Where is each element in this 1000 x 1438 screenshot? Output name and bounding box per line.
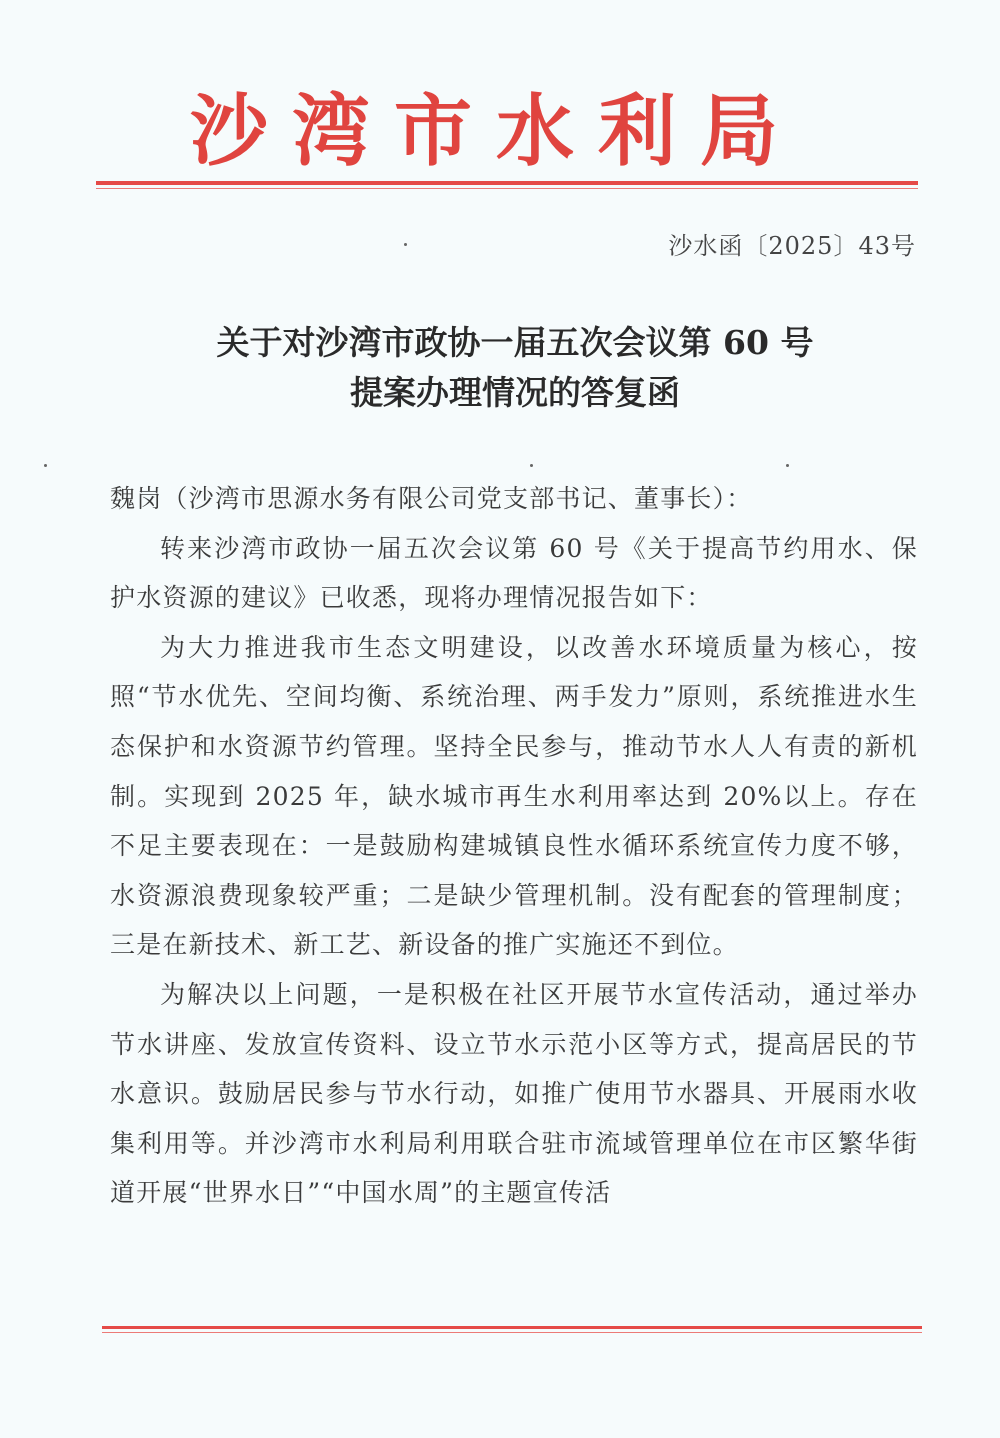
footer-red-rule (102, 1326, 922, 1329)
body-paragraph-3: 为解决以上问题，一是积极在社区开展节水宣传活动，通过举办节水讲座、发放宣传资料、设立节水示范小区等方式，提高居民的节水意识。鼓励居民参与节水行动，如推广使用节水器具、开展雨水收集利用等。并沙湾市水利局利用联合驻市流域管理单位在市区繁华街道开展“世界水日”“中国水周”的主题宣传活 (110, 979, 918, 1208)
scan-speck (530, 464, 533, 467)
title-line-1: 关于对沙湾市政协一届五次会议第 60 号 (216, 323, 814, 362)
scan-speck (786, 464, 789, 467)
letterhead-red-rule-thin (96, 188, 918, 189)
body-paragraph-2: 为大力推进我市生态文明建设，以改善水环境质量为核心，按照“节水优先、空间均衡、系统治理、两手发力”原则，系统推进水生态保护和水资源节约管理。坚持全民参与，推动节水人人有责的新机制。实现到 2025 年，缺水城市再生水利用率达到 20%以上。存在不足主要表现在：一是鼓励构建城镇良性水循环系统宣传力度不够，水资源浪费现象较严重；二是缺少管理机制。没有配套的管理制度；三是在新技术、新工艺、新设备的推广实施还不到位。 (110, 632, 918, 960)
footer-red-rule-thin (102, 1332, 922, 1333)
letterhead (0, 80, 1000, 190)
scan-speck (44, 464, 47, 467)
salutation: 魏岗（沙湾市思源水务有限公司党支部书记、董事长）： (110, 484, 753, 513)
body-paragraph-1: 转来沙湾市政协一届五次会议第 60 号《关于提高节约用水、保护水资源的建议》已收悉，现将办理情况报告如下： (110, 533, 918, 613)
title-line-2: 提案办理情况的答复函 (350, 373, 680, 412)
scan-speck (404, 243, 407, 246)
document-number: 沙水函〔2025〕43号 (668, 232, 916, 260)
org-name: 沙湾市水利局 (190, 87, 803, 177)
document-title (100, 318, 930, 418)
letter-body (110, 474, 918, 1218)
letterhead-red-rule (96, 181, 918, 185)
